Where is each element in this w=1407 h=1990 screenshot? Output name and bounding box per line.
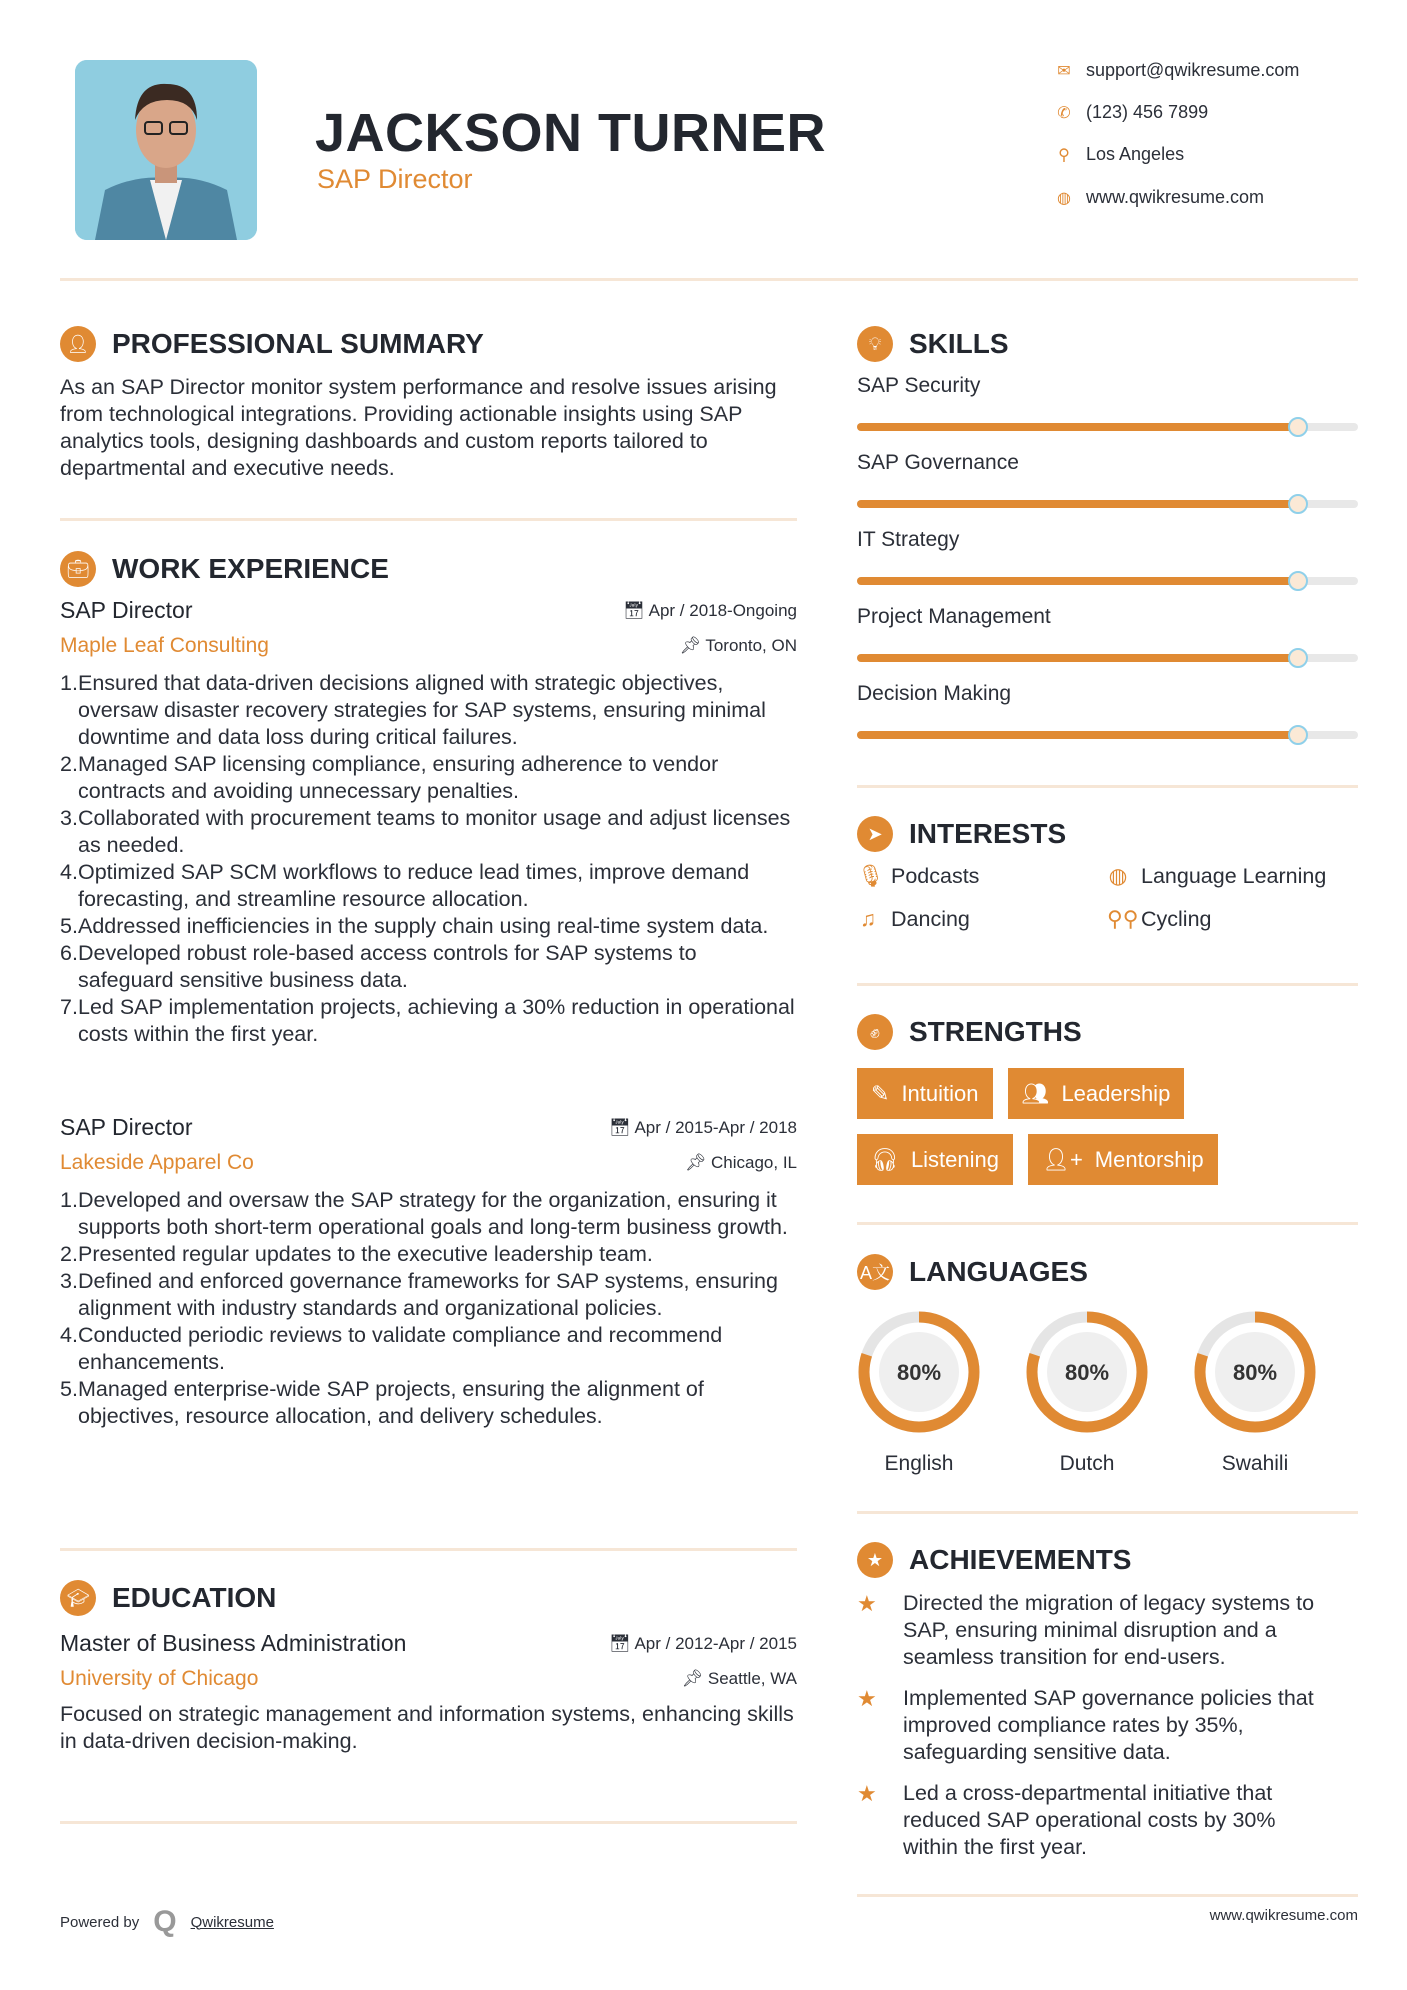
strength-label: Leadership [1061,1080,1171,1106]
list-item-text: Conducted periodic reviews to validate compliance and recommend enhancements. [78,1323,723,1374]
star-icon: ★ [857,1781,877,1806]
list-item [60,751,797,805]
section-title: PROFESSIONAL SUMMARY [112,328,484,359]
skill-bar-knob [1288,417,1308,437]
list-item [60,859,797,913]
job-location: Chicago, IL [711,1153,797,1172]
strength-badge [1028,1134,1218,1185]
candidate-name: JACKSON TURNER [315,103,827,163]
list-item [60,994,797,1048]
strengths-section [857,1014,1358,1185]
divider [60,1548,797,1551]
qwikresume-logo-icon: Q [153,1905,177,1938]
summary-text: As an SAP Director monitor system performance and resolve issues arising from technological integrations. Providing actionable insights using SAP analytics tools, designing dashboards and custom reports tailored to departmental and executive needs. [60,375,777,480]
experience-section [60,551,797,587]
divider [60,1821,797,1824]
interest-label: Podcasts [891,864,980,888]
magic-wand-icon: ✎ [871,1080,890,1106]
strength-badge [1008,1068,1185,1119]
user-plus-icon: 👤︎+ [1042,1146,1083,1172]
education-section [60,1580,797,1755]
list-item [60,1322,797,1376]
language-item [857,1310,981,1476]
fist-icon: ✊︎ [857,1014,893,1050]
list-item-text: Developed and oversaw the SAP strategy for the organization, ensuring it supports both short-term operational goals and long-term business growth. [78,1188,788,1239]
contact-item[interactable] [1056,187,1264,208]
list-item [60,1241,797,1268]
divider [857,1511,1358,1514]
list-item-text: Ensured that data-driven decisions aligned with strategic objectives, oversaw disaster recovery strategies for SAP systems, ensuring minimal downtime and data loss during critical failures. [78,671,766,749]
languages-section [857,1254,1358,1476]
skill-label: SAP Governance [857,451,1019,474]
divider [60,278,1358,281]
language-ring [1025,1310,1149,1434]
divider [857,983,1358,986]
job-entry [60,597,797,1048]
map-pin-icon: ⚲ [1058,146,1070,164]
achievement-item [857,1780,1317,1861]
skill-bar-knob [1288,648,1308,668]
skill-item [857,528,1358,585]
paper-plane-icon: ➤ [857,816,893,852]
skill-bar-fill [857,731,1298,739]
company-name: Maple Leaf Consulting [60,634,269,657]
language-icon: A文 [857,1254,893,1290]
list-number: 7. [60,995,78,1019]
star-badge-icon: ★ [857,1542,893,1578]
star-icon: ★ [857,1591,877,1616]
skill-bar-knob [1288,571,1308,591]
phone-icon: ✆ [1057,104,1071,122]
skill-label: Project Management [857,605,1051,628]
skill-bar-fill [857,423,1298,431]
language-item [1025,1310,1149,1476]
achievements-section [857,1542,1358,1861]
education-date: Apr / 2012-Apr / 2015 [634,1633,797,1653]
job-date: Apr / 2018-Ongoing [648,600,797,620]
list-item [60,670,797,751]
list-number: 4. [60,1323,78,1347]
calendar-icon: 📅︎ [623,600,649,620]
envelope-icon: ✉ [1057,62,1071,80]
language-label: English [884,1452,954,1475]
list-item [60,1187,797,1241]
interest-label: Dancing [891,907,970,931]
list-number: 2. [60,752,78,776]
education-text: Focused on strategic management and information systems, enhancing skills in data-driven decision-making. [60,1702,794,1753]
list-item-text: Addressed inefficiencies in the supply chain using real-time system data. [78,914,769,938]
interest-item [857,907,1107,932]
list-item [60,1268,797,1322]
list-number: 3. [60,1269,78,1293]
interest-label: Language Learning [1141,864,1327,888]
section-title: WORK EXPERIENCE [112,553,389,584]
interest-item [857,864,1107,889]
graduation-icon: 🎓︎ [60,1580,96,1616]
contact-text: www.qwikresume.com [1086,187,1265,207]
list-item [60,940,797,994]
calendar-icon: 📅︎ [609,1117,635,1137]
star-icon: ★ [857,1686,877,1711]
skill-bar-fill [857,500,1298,508]
contact-item[interactable] [1056,144,1184,165]
job-title: SAP Director [60,597,193,623]
skill-label: IT Strategy [857,528,960,551]
company-name: Lakeside Apparel Co [60,1151,254,1174]
list-number: 2. [60,1242,78,1266]
globe-icon: ◍ [1108,864,1128,888]
contact-item[interactable] [1056,102,1208,123]
language-item [1193,1310,1317,1476]
achievement-text: Led a cross-departmental initiative that reduced SAP operational costs by 30% within the first year. [903,1781,1276,1859]
lightbulb-icon: 💡︎ [857,326,893,362]
language-ring [1193,1310,1317,1434]
skill-item [857,682,1358,739]
strength-label: Mentorship [1094,1146,1204,1172]
skill-bar [857,577,1358,585]
bicycle-icon: ⚲⚲ [1107,907,1139,931]
microphone-icon: 🎙︎ [857,864,885,888]
list-item-text: Led SAP implementation projects, achieving a 30% reduction in operational costs within the first year. [78,995,795,1046]
list-item-text: Managed enterprise-wide SAP projects, ensuring the alignment of objectives, resource allocation, and delivery schedules. [78,1377,704,1428]
language-label: Swahili [1221,1452,1289,1475]
strength-label: Intuition [901,1080,979,1106]
divider [857,1222,1358,1225]
school-name: University of Chicago [60,1667,259,1690]
job-title: SAP Director [60,1114,193,1140]
profile-photo [75,60,257,240]
briefcase-icon: 💼︎ [60,551,96,587]
skill-bar-fill [857,577,1298,585]
interests-section [857,816,1358,932]
pin-icon: 📌︎ [684,1153,711,1172]
strength-label: Listening [910,1146,1000,1172]
list-item-text: Collaborated with procurement teams to monitor usage and adjust licenses as needed. [78,806,791,857]
divider [857,1894,1358,1897]
language-percent: 80% [896,1360,942,1385]
list-item-text: Presented regular updates to the executive leadership team. [78,1242,653,1266]
list-item [60,1376,797,1430]
list-number: 6. [60,941,78,965]
job-date: Apr / 2015-Apr / 2018 [634,1117,797,1137]
skill-bar [857,654,1358,662]
section-title: EDUCATION [112,1582,277,1613]
divider [857,785,1358,788]
list-number: 5. [60,914,78,938]
pin-icon: 📌︎ [679,636,706,655]
candidate-role: SAP Director [317,164,473,194]
skill-item [857,605,1358,662]
contact-text: Los Angeles [1086,144,1185,164]
achievement-text: Directed the migration of legacy systems to SAP, ensuring minimal disruption and a seamless transition for end-users. [903,1591,1315,1669]
section-title: LANGUAGES [909,1256,1088,1287]
list-item [60,805,797,859]
skills-section [857,326,1358,739]
list-number: 1. [60,671,78,695]
list-number: 5. [60,1377,78,1401]
list-item [60,913,797,940]
powered-by-label: Powered by [60,1913,140,1931]
strength-badge [857,1068,993,1119]
strength-badge [857,1134,1013,1185]
language-percent: 80% [1064,1360,1110,1385]
music-note-icon: ♫ [859,907,877,931]
list-item-text: Managed SAP licensing compliance, ensuring adherence to vendor contracts and avoiding unnecessary penalties. [78,752,719,803]
user-icon: 👤︎ [60,326,96,362]
skill-bar-knob [1288,725,1308,745]
language-ring [857,1310,981,1434]
job-duties [60,670,797,1048]
job-entry [60,1114,797,1430]
job-location: Toronto, ON [705,636,797,655]
interest-label: Cycling [1141,907,1212,931]
skill-label: SAP Security [857,374,981,397]
contact-text: (123) 456 7899 [1086,102,1209,122]
skill-bar-knob [1288,494,1308,514]
interest-item [1107,864,1358,889]
globe-icon: ◍ [1057,189,1071,207]
skill-label: Decision Making [857,682,1012,705]
headphones-icon: 🎧︎ [871,1146,899,1172]
section-title: ACHIEVEMENTS [909,1544,1132,1575]
skill-item [857,451,1358,508]
section-title: SKILLS [909,328,1009,359]
list-number: 4. [60,860,78,884]
pin-icon: 📌︎ [681,1669,708,1688]
achievement-item [857,1590,1317,1671]
summary-section [60,326,797,482]
degree-title: Master of Business Administration [60,1630,407,1656]
contact-item[interactable] [1056,60,1299,81]
section-title: INTERESTS [909,818,1067,849]
qwikresume-link[interactable]: Qwikresume [190,1913,274,1931]
skill-bar-fill [857,654,1298,662]
language-percent: 80% [1232,1360,1278,1385]
users-icon: 👥︎ [1021,1080,1050,1106]
section-title: STRENGTHS [909,1016,1082,1047]
achievement-item [857,1685,1317,1766]
list-item-text: Defined and enforced governance frameworks for SAP systems, ensuring alignment with industry standards and organizational policies. [78,1269,778,1320]
list-item-text: Developed robust role-based access controls for SAP systems to safeguard sensitive business data. [78,941,697,992]
footer-left [60,1905,274,1939]
calendar-icon: 📅︎ [609,1633,635,1653]
achievement-text: Implemented SAP governance policies that improved compliance rates by 35%, safeguarding sensitive data. [903,1686,1314,1764]
interest-item [1107,907,1358,932]
list-number: 3. [60,806,78,830]
footer-website[interactable]: www.qwikresume.com [1209,1907,1358,1924]
skill-bar [857,423,1358,431]
skill-bar [857,731,1358,739]
list-item-text: Optimized SAP SCM workflows to reduce lead times, improve demand forecasting, and streamline resource allocation. [78,860,750,911]
skill-bar [857,500,1358,508]
divider [60,518,797,521]
education-location: Seattle, WA [707,1669,797,1688]
skill-item [857,374,1358,431]
list-number: 1. [60,1188,78,1212]
contact-text: support@qwikresume.com [1086,60,1300,80]
job-duties [60,1187,797,1430]
language-label: Dutch [1059,1452,1115,1475]
